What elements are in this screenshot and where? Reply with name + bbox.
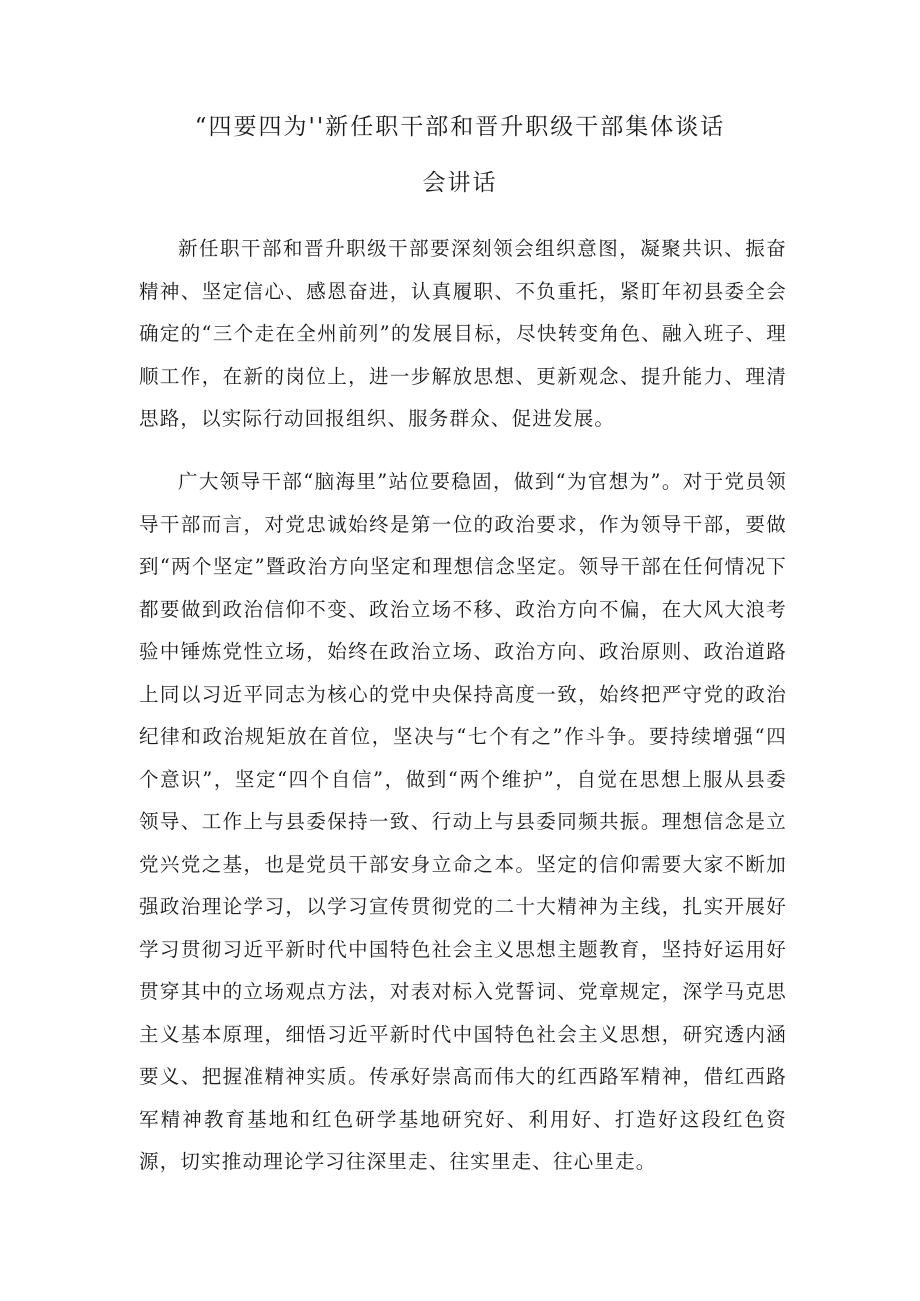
paragraph-2-text: 广大领导干部“脑海里”站位要稳固，做到“为官想为”。对于党员领导干部而言，对党忠诚始终是第一位的政治要求，作为领导干部，要做到“两个坚定”暨政治方向坚定和理想信念坚定。领导干部在任何情况下都要做到政治信仰不变、政治立场不移、政治方向不偏，在大风大浪考验中锤炼党性立场，始终在政治立场、政治方向、政治原则、政治道路上同以习近平同志为核心的党中央保持高度一致，始终把严守党的政治纪律和政治规矩放在首位，坚决与“七个有之”作斗争。要持续增强“四个意识”，坚定“四个自信”，做到“两个维护”，自觉在思想上服从县委领导、工作上与县委保持一致、行动上与县委同频共振。理想信念是立党兴党之基，也是党员干部安身立命之本。坚定的信仰需要大家不断加强政治理论学习，以学习宣传贯彻党的二十大精神为主线，扎实开展好学习贯彻习近平新时代中国特色社会主义思想主题教育，坚持好运用好贯穿其中的立场观点方法，对表对标入党誓词、党章规定，深学马克思主义基本原理，细悟习近平新时代中国特色社会主义思想，研究透内涵要义、把握准精神实质。传承好崇高而伟大的红西路军精神，借红西路军精神教育基地和红色研学基地研究好、利用好、打造好这段红色资源，切实推动理论学习往深里走、往实里走、往心里走。 — [139, 470, 787, 1173]
document-title-line-1: “四要四为''新任职干部和晋升职级干部集体谈话 — [194, 114, 726, 140]
paragraph-1-text: 新任职干部和晋升职级干部要深刻领会组织意图，凝聚共识、振奋精神、坚定信心、感恩奋进，认真履职、不负重托，紧盯年初县委全会确定的“三个走在全州前列”的发展目标，尽快转变角色、融入班子、理顺工作，在新的岗位上，进一步解放思想、更新观念、提升能力、理清思路，以实际行动回报组织、服务群众、促进发展。 — [139, 237, 787, 430]
document-title-line-2: 会讲话 — [422, 170, 498, 196]
paragraph-2 — [139, 461, 787, 1184]
paragraph-1 — [139, 228, 787, 441]
